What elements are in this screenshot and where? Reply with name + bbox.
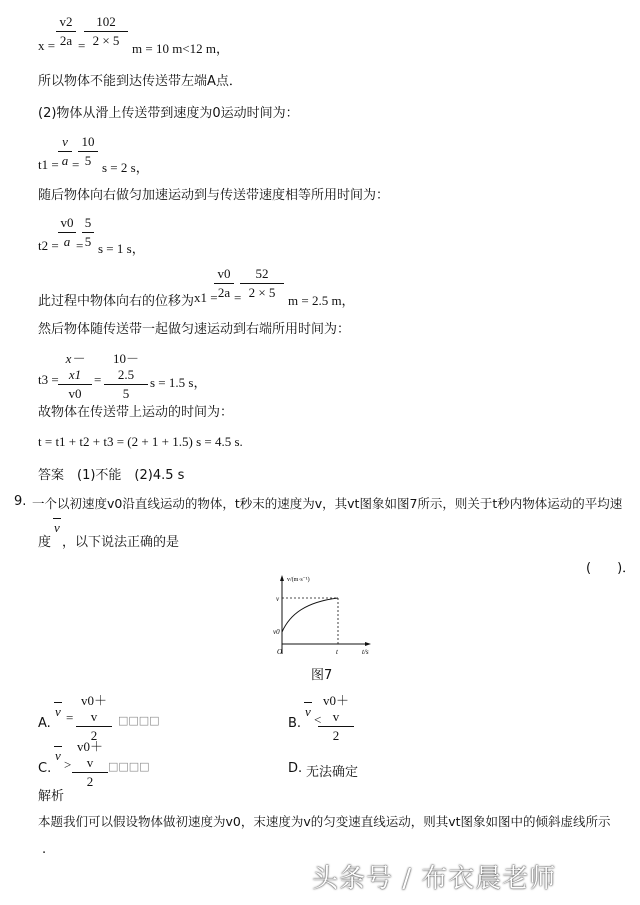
eq-t1-frac1 (58, 134, 72, 169)
q9-text-line2-suffix: ，以下说法正确的是 (62, 535, 180, 550)
graph-x-label: t/s (362, 648, 369, 656)
eq-x1-frac2-num: 52 (240, 266, 284, 284)
graph-y-arrow-icon (280, 575, 284, 581)
option-b-frac-den: 2 (332, 728, 340, 743)
eq-t1-rhs: s = 2 s， (102, 160, 149, 175)
eq-t2-frac1-den: a (63, 234, 71, 249)
eq-t3-lhs: t3 = (38, 372, 59, 387)
eq-x-frac2 (84, 14, 128, 49)
eq-x1-frac1-num: v0 (214, 266, 234, 284)
eq-t1-frac1-den: a (61, 153, 69, 168)
eq-x1-frac1 (214, 266, 234, 301)
option-c-tail: □□□□ (108, 760, 150, 773)
eq-t1-frac2-den: 5 (84, 153, 92, 168)
option-a-vbar: v (55, 704, 61, 719)
option-c-frac-den: 2 (86, 774, 94, 789)
option-d-text: 无法确定 (306, 765, 359, 780)
eq-t1-frac2 (78, 134, 98, 169)
q9-text-line1: 一个以初速度v0沿直线运动的物体，t秒末的速度为v，其vt图象如图7所示，则关于t秒内物体运动的平均速 (32, 496, 623, 511)
eq-x-frac1-num: v2 (56, 14, 76, 32)
eq-t2-rhs: s = 1 s， (98, 241, 145, 256)
eq-x-frac1-den: 2a (59, 33, 73, 48)
graph-x-arrow-icon (365, 642, 371, 646)
q9-vbar: v (54, 520, 60, 535)
eq-t2-equals: = (76, 238, 84, 253)
eq-t3-equals: = (94, 372, 102, 387)
analysis-heading: 解析 (38, 789, 65, 804)
option-b-frac (318, 690, 354, 744)
option-d-letter: D. (288, 761, 303, 776)
option-c-vbar-line (54, 746, 62, 747)
line-total-time: 故物体在传送带上运动的时间为： (38, 405, 234, 420)
eq-x-frac1 (56, 14, 76, 49)
eq-t2-frac1 (58, 215, 76, 250)
eq-t3-frac1-den: v0 (68, 386, 82, 401)
eq-x1-frac2-den: 2 × 5 (248, 285, 276, 300)
analysis-dot: . (42, 842, 47, 857)
option-a-tail: □□□□ (118, 714, 160, 727)
eq-t2-frac1-num: v0 (58, 215, 76, 233)
eq-x1-rhs: m = 2.5 m， (288, 293, 355, 308)
eq-t2-frac2-num: 5 (82, 215, 94, 233)
eq-t1-frac2-num: 10 (78, 134, 98, 152)
line-cannot-reach: 所以物体不能到达传送带左端A点． (38, 74, 242, 89)
eq-t3-rhs: s = 1.5 s， (150, 375, 207, 390)
q9-answer-paren: ( )． (586, 561, 636, 576)
line-then-uniform: 然后物体随传送带一起做匀速运动到右端所用时间为： (38, 322, 351, 337)
option-b-vbar: v (305, 704, 311, 719)
option-b-frac-num: v0＋v (318, 690, 354, 727)
option-c-vbar: v (55, 748, 61, 763)
graph-y-label: v/(m·s⁻¹) (287, 577, 310, 583)
eq-t2-frac2-den: 5 (84, 234, 92, 249)
eq-t3-frac1-num: x－x1 (58, 348, 92, 385)
eq-x-frac2-num: 102 (84, 14, 128, 32)
graph-curve (282, 598, 338, 632)
line-part2: (2)物体从滑上传送带到速度为0运动时间为： (38, 106, 299, 121)
eq-t2-frac2 (82, 215, 94, 250)
eq-x1-frac1-den: 2a (217, 285, 231, 300)
graph-label-v: v (276, 595, 280, 603)
option-c-frac (72, 736, 108, 790)
q9-vt-graph (270, 570, 380, 660)
option-a-vbar-line (54, 702, 62, 703)
q9-number: 9. (14, 494, 27, 509)
figure-caption: 图7 (311, 668, 333, 683)
eq-x-rhs: m = 10 m<12 m， (132, 41, 229, 56)
option-b-letter: B. (288, 716, 302, 731)
q9-text-line2-prefix: 度 (38, 535, 52, 550)
eq-x-equals: = (78, 38, 86, 53)
eq-t3-frac1 (58, 348, 92, 402)
analysis-text: 本题我们可以假设物体做初速度为v0，末速度为v的匀变速直线运动，则其vt图象如图中的倾斜虚线所示 (38, 814, 611, 829)
option-b-vbar-line (304, 702, 312, 703)
eq-t1-lhs: t1 = (38, 157, 59, 172)
eq-t3-frac2-den: 5 (122, 386, 130, 401)
option-c-frac-num: v0＋v (72, 736, 108, 773)
eq-x-frac2-den: 2 × 5 (92, 33, 120, 48)
option-a-frac-den: 2 (90, 728, 98, 743)
eq-x1-frac2 (240, 266, 284, 301)
q9-vbar-line (53, 518, 61, 519)
answer-line: 答案 (1)不能 (2)4.5 s (38, 468, 185, 483)
eq-t3-frac2 (104, 348, 148, 402)
eq-x1-equals: = (234, 290, 242, 305)
eq-t2-lhs: t2 = (38, 238, 59, 253)
eq-x1-prefix: 此过程中物体向右的位移为 (38, 294, 195, 309)
line-then-accel: 随后物体向右做匀加速运动到与传送带速度相等所用时间为： (38, 188, 390, 203)
eq-t1-equals: = (72, 157, 80, 172)
eq-x1-lhs: x1 = (194, 290, 218, 305)
option-b-rel: < (314, 712, 322, 727)
option-c-letter: C. (38, 761, 52, 776)
eq-x-lhs: x = (38, 38, 56, 53)
option-a-letter: A. (38, 716, 51, 731)
eq-t1-frac1-num: v (58, 134, 72, 152)
option-a-rel: = (66, 710, 74, 725)
graph-label-v0: v0 (273, 628, 280, 636)
graph-origin: O (277, 648, 283, 656)
watermark: 头条号 / 布衣晨老师 (312, 864, 557, 894)
option-a-frac-num: v0＋v (76, 690, 112, 727)
option-c-rel: > (64, 757, 72, 772)
graph-label-t: t (336, 648, 338, 656)
eq-total: t = t1 + t2 + t3 = (2 + 1 + 1.5) s = 4.5 s. (38, 434, 243, 449)
eq-t3-frac2-num: 10－2.5 (104, 348, 148, 385)
